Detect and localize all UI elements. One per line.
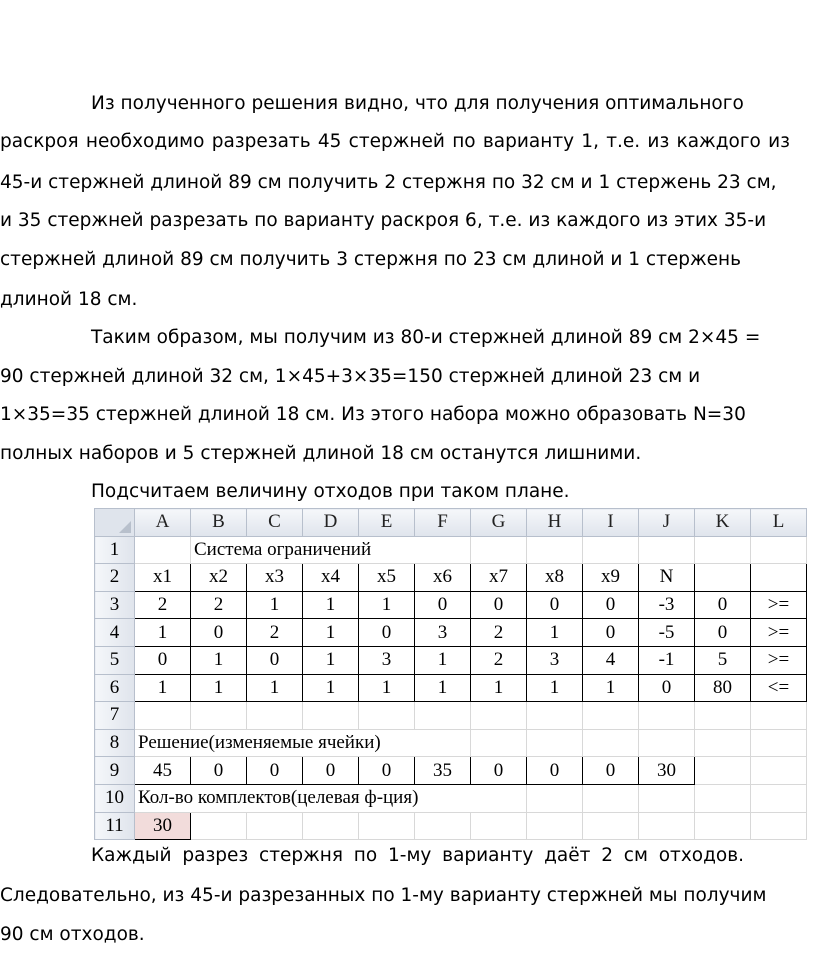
operator-cell: >= <box>751 646 807 674</box>
cell: 0 <box>191 619 247 647</box>
solution-cell: 0 <box>191 757 247 785</box>
cell: 1 <box>135 619 191 647</box>
cell: 1 <box>247 674 303 702</box>
row-header: 9 <box>95 757 135 785</box>
solution-cell: 0 <box>303 757 359 785</box>
solution-cell: 0 <box>527 757 583 785</box>
paragraph-line: полных наборов и 5 стержней длиной 18 см останутся лишними. <box>0 443 642 464</box>
cell: 2 <box>191 591 247 619</box>
row-header: 3 <box>95 591 135 619</box>
header-cell: x8 <box>527 564 583 592</box>
cell: 1 <box>191 674 247 702</box>
cell: 2 <box>471 619 527 647</box>
row-header: 8 <box>95 729 135 757</box>
paragraph-line: Каждый разрез стержня по 1-му варианту даёт 2 см отходов. <box>91 845 744 866</box>
header-cell: x5 <box>359 564 415 592</box>
cell: -1 <box>639 646 695 674</box>
cell: 1 <box>527 619 583 647</box>
column-header: L <box>751 509 807 537</box>
header-cell: x6 <box>415 564 471 592</box>
cell: 1 <box>359 591 415 619</box>
solution-cell: 30 <box>639 757 695 785</box>
spreadsheet-grid <box>94 508 807 840</box>
cell: 0 <box>527 591 583 619</box>
cell: 1 <box>303 619 359 647</box>
solution-cell: 35 <box>415 757 471 785</box>
cell: 1 <box>191 646 247 674</box>
cell: 1 <box>415 646 471 674</box>
header-cell: x7 <box>471 564 527 592</box>
objective-label: Кол-во комплектов(целевая ф-ция) <box>135 784 527 812</box>
paragraph-line: Следовательно, из 45-и разрезанных по 1-му варианту стержней мы получим <box>0 885 767 906</box>
cell: 0 <box>639 674 695 702</box>
spreadsheet-image <box>94 508 807 840</box>
constraints-title: Система ограничений <box>191 536 471 564</box>
row-header: 1 <box>95 536 135 564</box>
header-cell: N <box>639 564 695 592</box>
cell: 0 <box>695 591 751 619</box>
paragraph-line: Таким образом, мы получим из 80-и стержней длиной 89 см 2×45 = <box>91 327 761 348</box>
cell: 1 <box>303 646 359 674</box>
row-header: 5 <box>95 646 135 674</box>
cell: 1 <box>415 674 471 702</box>
cell: -5 <box>639 619 695 647</box>
objective-value-cell: 30 <box>135 812 191 840</box>
cell: 0 <box>471 591 527 619</box>
row-header: 11 <box>95 812 135 840</box>
row-header: 10 <box>95 784 135 812</box>
column-header: D <box>303 509 359 537</box>
paragraph-line: 45-и стержней длиной 89 см получить 2 стержня по 32 см и 1 стержень 23 см, <box>0 172 777 193</box>
operator-cell: <= <box>751 674 807 702</box>
column-header: J <box>639 509 695 537</box>
cell: -3 <box>639 591 695 619</box>
header-cell: x4 <box>303 564 359 592</box>
column-header: F <box>415 509 471 537</box>
paragraph-line: 1×35=35 стержней длиной 18 см. Из этого набора можно образовать N=30 <box>0 404 746 425</box>
cell: 3 <box>415 619 471 647</box>
cell: 1 <box>247 591 303 619</box>
cell: 1 <box>303 674 359 702</box>
solution-label: Решение(изменяемые ячейки) <box>135 729 471 757</box>
row-header: 4 <box>95 619 135 647</box>
operator-cell: >= <box>751 619 807 647</box>
column-header: G <box>471 509 527 537</box>
cell: 0 <box>415 591 471 619</box>
header-cell: x9 <box>583 564 639 592</box>
row-header: 7 <box>95 702 135 730</box>
cell: 80 <box>695 674 751 702</box>
cell: 0 <box>359 619 415 647</box>
cell: 5 <box>695 646 751 674</box>
cell: 1 <box>135 674 191 702</box>
cell: 4 <box>583 646 639 674</box>
header-cell: x1 <box>135 564 191 592</box>
column-header: H <box>527 509 583 537</box>
column-header: I <box>583 509 639 537</box>
header-cell: x3 <box>247 564 303 592</box>
solution-cell: 0 <box>583 757 639 785</box>
cell: 0 <box>135 646 191 674</box>
cell: 0 <box>583 591 639 619</box>
row-header: 6 <box>95 674 135 702</box>
solution-cell: 0 <box>359 757 415 785</box>
paragraph-line: Из полученного решения видно, что для получения оптимального <box>91 93 744 114</box>
cell: 0 <box>695 619 751 647</box>
solution-cell: 45 <box>135 757 191 785</box>
header-cell: x2 <box>191 564 247 592</box>
paragraph-line: длиной 18 см. <box>0 289 138 310</box>
cell: 3 <box>527 646 583 674</box>
operator-cell: >= <box>751 591 807 619</box>
select-all-corner <box>95 509 135 537</box>
column-header: A <box>135 509 191 537</box>
cell: 2 <box>471 646 527 674</box>
paragraph-line: 90 стержней длиной 32 см, 1×45+3×35=150 стержней длиной 23 см и <box>0 366 701 387</box>
cell: 3 <box>359 646 415 674</box>
column-header: B <box>191 509 247 537</box>
column-header: K <box>695 509 751 537</box>
column-header: E <box>359 509 415 537</box>
cell: 1 <box>527 674 583 702</box>
cell: 0 <box>583 619 639 647</box>
paragraph-line: 90 см отходов. <box>0 924 145 945</box>
paragraph-line: и 35 стержней разрезать по варианту раскроя 6, т.е. из каждого из этих 35-и <box>0 210 767 231</box>
solution-cell: 0 <box>247 757 303 785</box>
row-header: 2 <box>95 564 135 592</box>
cell: 1 <box>303 591 359 619</box>
paragraph-line: Подсчитаем величину отходов при таком плане. <box>91 481 570 502</box>
paragraph-line: стержней длиной 89 см получить 3 стержня по 23 см длиной и 1 стержень <box>0 249 742 270</box>
cell: 2 <box>247 619 303 647</box>
cell: 1 <box>359 674 415 702</box>
cell: 2 <box>135 591 191 619</box>
solution-cell: 0 <box>471 757 527 785</box>
cell: 0 <box>247 646 303 674</box>
paragraph-line: раскроя необходимо разрезать 45 стержней по варианту 1, т.е. из каждого из <box>0 131 790 152</box>
cell: 1 <box>583 674 639 702</box>
column-header: C <box>247 509 303 537</box>
cell: 1 <box>471 674 527 702</box>
